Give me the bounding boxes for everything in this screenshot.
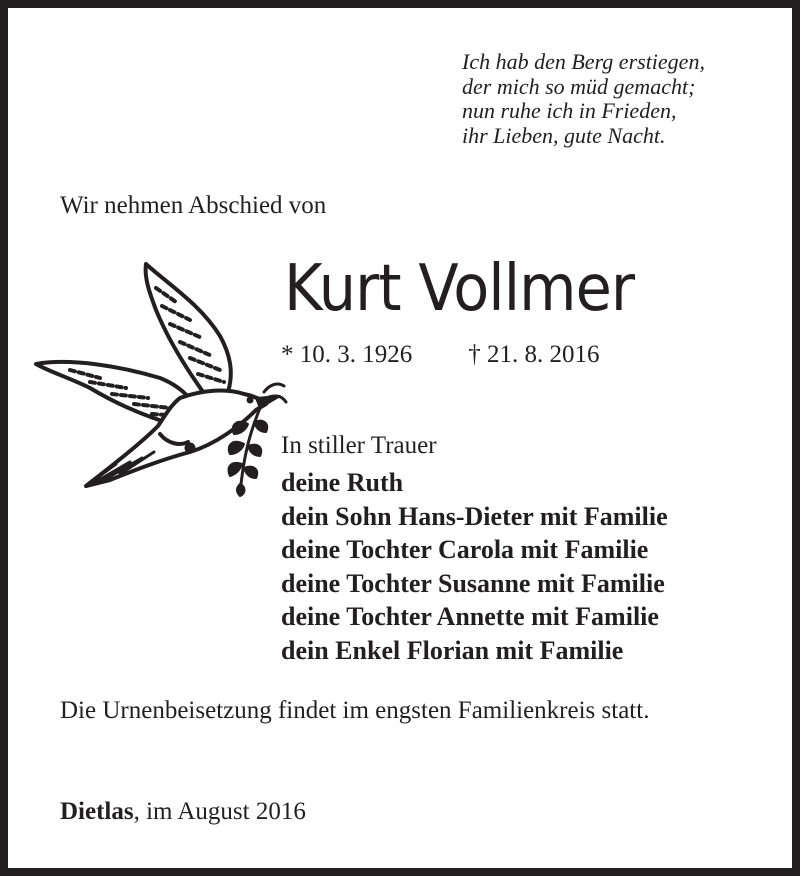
dove-icon [30, 258, 292, 498]
mourner: dein Enkel Florian mit Familie [281, 635, 624, 665]
intro-text: Wir nehmen Abschied von [60, 192, 327, 219]
deceased-name: Kurt Vollmer [284, 252, 635, 326]
birth-date: * 10. 3. 1926 [281, 341, 413, 368]
mourner: deine Tochter Annette mit Familie [281, 602, 659, 631]
life-dates [281, 341, 600, 369]
poem-line: Ich hab den Berg erstiegen, [462, 49, 705, 74]
funeral-note: Die Urnenbeisetzung findet im engsten Familienkreis statt. [60, 697, 650, 724]
mourner: dein Sohn Hans-Dieter mit Familie [281, 501, 668, 531]
mourner: deine Tochter Susanne mit Familie [281, 568, 665, 598]
place-date [60, 798, 306, 826]
mourners-list [281, 466, 668, 667]
mourner: deine Tochter Carola mit Familie [281, 535, 649, 564]
mourner: deine Ruth [281, 468, 404, 497]
poem-line: der mich so müd gemacht; [462, 73, 696, 99]
date-text: , im August 2016 [133, 798, 306, 825]
poem [462, 50, 782, 148]
place-name: Dietlas [60, 798, 134, 825]
death-date: † 21. 8. 2016 [468, 341, 600, 368]
mourning-line: In stiller Trauer [281, 432, 437, 459]
poem-line: ihr Lieben, gute Nacht. [462, 122, 666, 148]
poem-line: nun ruhe ich in Frieden, [462, 98, 677, 123]
